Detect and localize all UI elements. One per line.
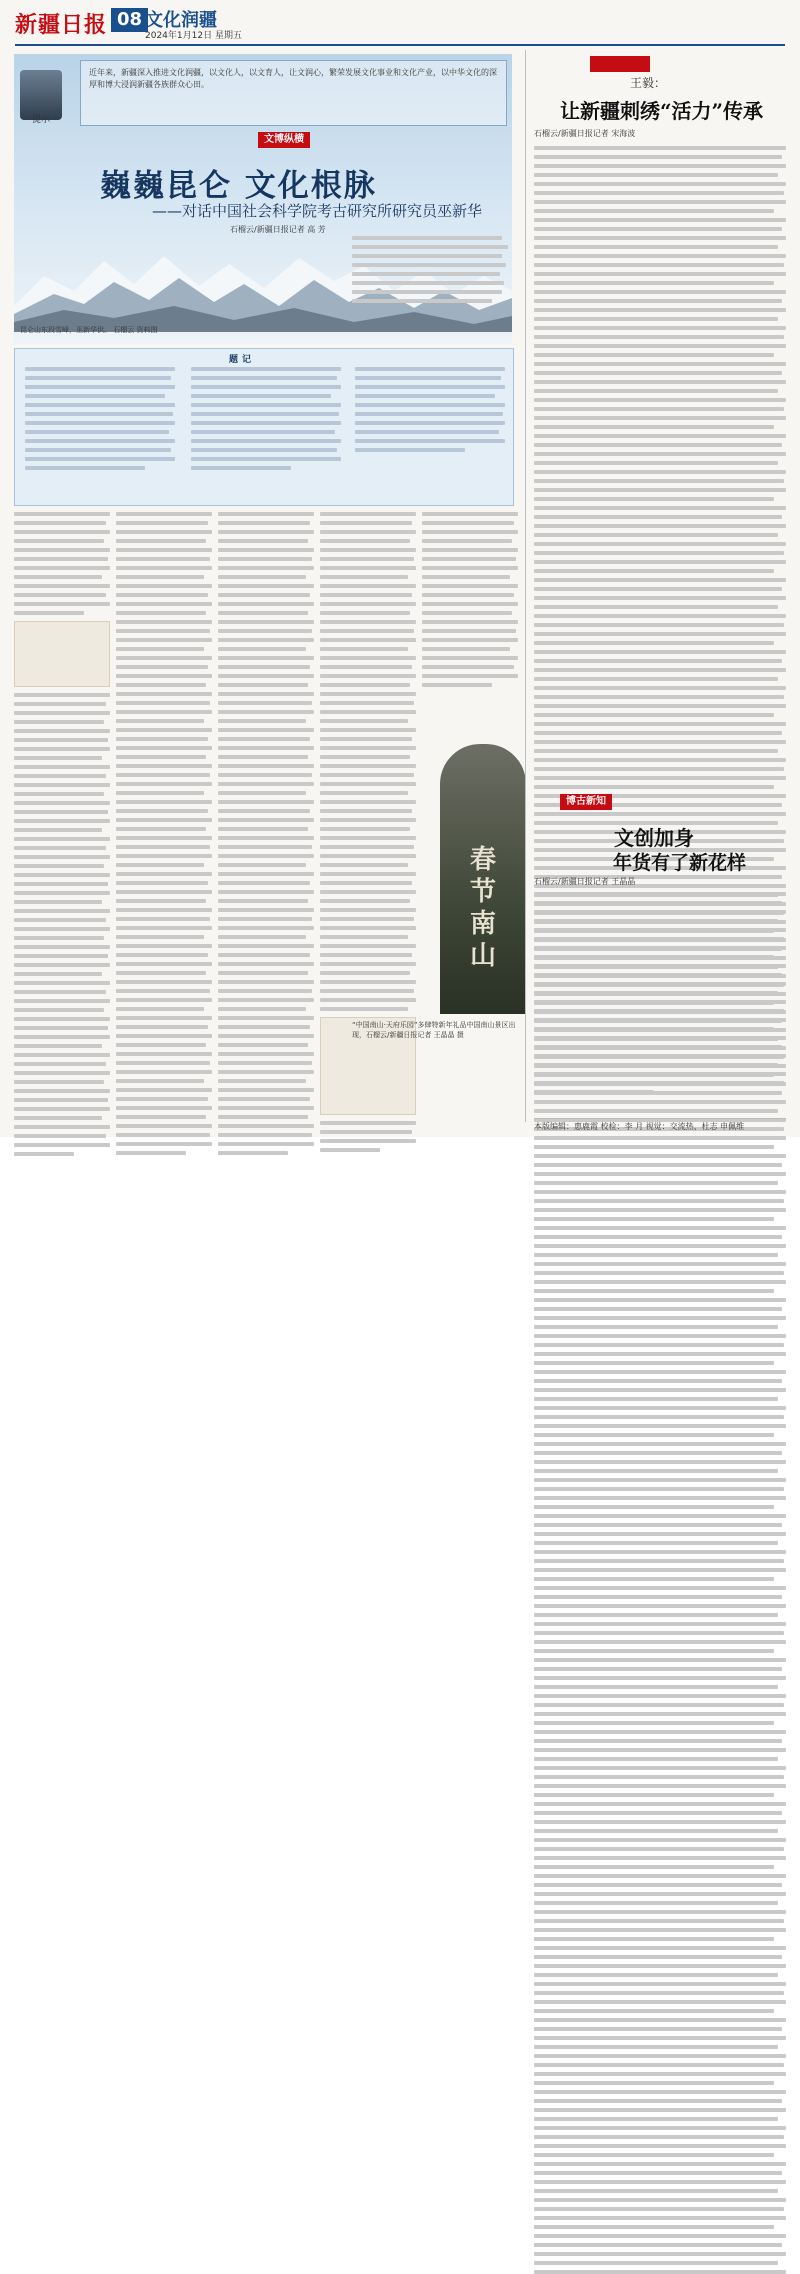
foreword-col-3 [355, 367, 505, 457]
body-column-4 [320, 512, 416, 1157]
page-footer: 本版编辑：惠鹿霞 校检：李 月 视觉：交流热、杜志 申佩维 [534, 1118, 786, 1132]
body-column-2 [116, 512, 212, 1160]
spring-festival-poster [440, 744, 526, 1014]
right-top-byline: 石榴云/新疆日报记者 宋海波 [534, 129, 636, 138]
foreword-title: 题记 [229, 355, 256, 365]
intro-text: 近年来，新疆深入推进文化润疆，以文化人，以文育人，让文润心，繁荣发展文化事业和文化产业，以中华文化的深厚和博大浸润新疆各族群众心田。 [89, 68, 497, 89]
right-top-kicker: 王毅： [630, 76, 667, 90]
body-column-3 [218, 512, 314, 1160]
intro-box [80, 60, 507, 126]
intro-label: 提示 [31, 115, 50, 125]
section-title: 文化润疆 [145, 10, 217, 31]
right-top-section-tag: 非遗广角 [590, 56, 650, 72]
right-bottom-subheadline: 年货有了新花样 [613, 852, 747, 874]
lead-subtitle: ——对话中国社会科学院考古研究所研究员巫新华 [152, 202, 483, 220]
lead-headline: 巍巍昆仑 文化根脉 [100, 168, 377, 204]
body-column-1 [14, 512, 110, 1161]
poster-caption: “中国南山·天府乐园”多肆特新年礼品中国南山景区出现，石榴云/新疆日报记者 王晶晶 摄 [352, 1021, 516, 1039]
newspaper-logo: 新疆日报 [15, 12, 108, 38]
foreword-box [14, 348, 514, 506]
issue-date: 2024年1月12日 星期五 [145, 31, 242, 41]
right-bottom-byline: 石榴云/新疆日报记者 王晶晶 [534, 877, 636, 886]
lead-photo-caption: 昆仑山东段雪峰，巫新华供。 石榴云 资料图 [20, 326, 158, 334]
column-divider [525, 50, 526, 1122]
masthead-rule [15, 44, 785, 46]
lead-byline: 石榴云/新疆日报记者 高 芳 [230, 225, 326, 234]
right-bottom-body [534, 892, 786, 1099]
page-number: 08 [111, 8, 148, 32]
body-column-5 [422, 512, 518, 692]
poster-calligraphy: 春节南山 [469, 845, 496, 971]
right-bottom-section-tag: 博古新知 [560, 794, 612, 810]
right-bottom-headline: 文创加身 [614, 826, 694, 850]
right-top-body [534, 146, 786, 2274]
right-top-headline: 让新疆刺绣“活力”传承 [560, 99, 764, 123]
masthead [15, 6, 785, 40]
foreword-col-2 [191, 367, 341, 475]
lead-text-intro [352, 236, 512, 308]
foreword-col-1 [25, 367, 175, 475]
lead-section-tag: 文博纵横 [258, 132, 310, 148]
